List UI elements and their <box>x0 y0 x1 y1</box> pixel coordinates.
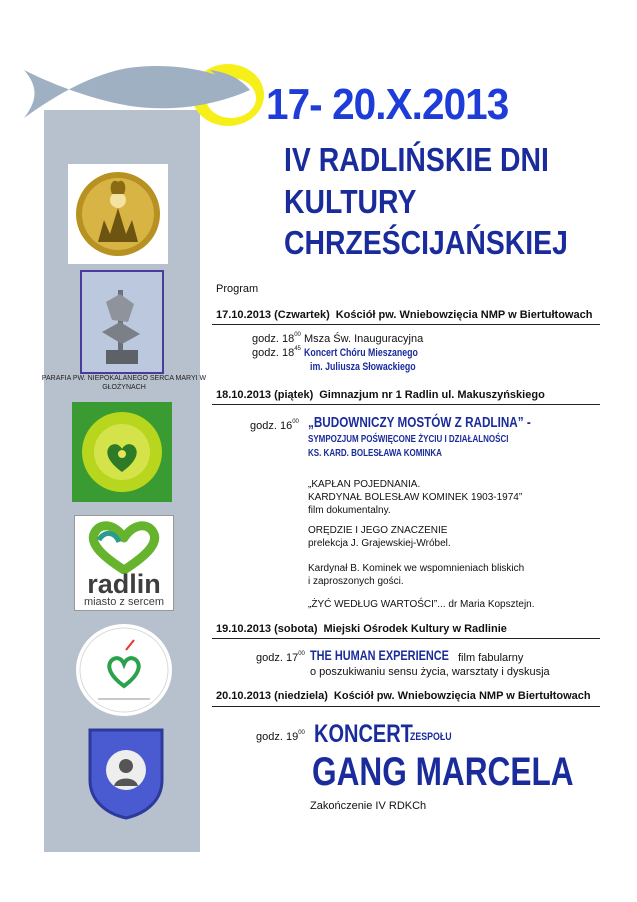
radlin-city-logo <box>74 515 174 611</box>
towarzystwo-logo <box>72 402 172 502</box>
item-2-4: „ŻYĆ WEDŁUG WARTOŚCI”... dr Maria Kopsztejn. <box>308 599 535 610</box>
title-line-3: CHRZEŚCIJAŃSKIEJ <box>284 224 568 261</box>
event-3-desc: film fabularny <box>458 652 524 664</box>
culture-center-logo <box>76 624 172 716</box>
event-2-time: godz. $16^{00}$ <box>250 419 299 432</box>
day-4-date: 20.10.2013 (niedziela) <box>216 690 328 702</box>
event-2-sub-2: KS. KARD. BOLESŁAWA KOMINKA <box>308 448 442 459</box>
day-4-place: Kościół pw. Wniebowzięcia NMP w Biertułtowach <box>333 690 591 702</box>
parish-seal-logo <box>68 164 168 264</box>
statue-photo <box>80 270 164 374</box>
radlin-tagline: miasto z sercem <box>83 596 165 608</box>
closing-note: Zakończenie IV RDKCh <box>310 800 427 812</box>
day-4-heading <box>216 690 591 702</box>
divider <box>212 706 600 707</box>
event-4-headline: KONCERT <box>314 720 413 748</box>
day-2-date: 18.10.2013 (piątek) <box>216 389 314 401</box>
divider <box>212 638 600 639</box>
day-1-heading <box>216 309 592 321</box>
item-2-1: „KAPŁAN POJEDNANIA. KARDYNAŁ BOLESŁAW KOMINEK 1903-1974” film dokumentalny. <box>308 479 523 516</box>
title-line-1: IV RADLIŃSKIE DNI <box>284 141 549 178</box>
band-name: GANG MARCELA <box>312 750 574 794</box>
event-4-headline-small: ZESPOŁU <box>410 731 452 743</box>
day-3-place: Miejski Ośrodek Kultury w Radlinie <box>323 623 507 635</box>
gimnazjum-crest-logo <box>86 724 166 820</box>
day-1-date: 17.10.2013 (Czwartek) <box>216 309 330 321</box>
divider <box>212 404 600 405</box>
event-2-sub-1: SYMPOZJUM POŚWIĘCONE ŻYCIU I DZIAŁALNOŚCI <box>308 434 509 445</box>
item-2-3: Kardynał B. Kominek we wspomnieniach bliskich i zaproszonych gości. <box>308 563 525 587</box>
event-3-time: godz. $17^{00}$ <box>256 651 305 664</box>
program-label: Program <box>216 283 259 295</box>
day-3-heading <box>216 623 507 635</box>
event-2-headline: „BUDOWNICZY MOSTÓW Z RADLINA” - <box>308 414 531 431</box>
item-2-2: ORĘDZIE I JEGO ZNACZENIE prelekcja J. Grajewskiej-Wróbel. <box>308 525 451 549</box>
day-2-heading <box>216 389 545 401</box>
ichthys-fish-icon <box>0 0 290 150</box>
parish-caption: PARAFIA PW. NIEPOKALANEGO SERCA MARYI W GŁOŻYNACH <box>41 375 207 391</box>
divider <box>212 324 600 325</box>
event-1-2-cont: im. Juliusza Słowackiego <box>310 361 416 373</box>
day-3-date: 19.10.2013 (sobota) <box>216 623 318 635</box>
event-dates: 17- 20.X.2013 <box>266 80 509 129</box>
event-3-headline: THE HUMAN EXPERIENCE <box>310 647 449 663</box>
title-line-2: KULTURY <box>284 183 417 220</box>
day-2-place: Gimnazjum nr 1 Radlin ul. Makuszyńskiego <box>319 389 545 401</box>
event-4-time: godz. $19^{00}$ <box>256 730 305 743</box>
radlin-wordmark: radlin <box>87 569 161 599</box>
event-1-2: godz. $18^{45}$ Koncert Chóru Mieszanego <box>252 346 418 359</box>
event-1-1: godz. $18^{00}$ Msza Św. Inauguracyjna <box>252 332 424 345</box>
day-1-place: Kościół pw. Wniebowzięcia NMP w Biertułtowach <box>335 309 593 321</box>
event-3-desc-2: o poszukiwaniu sensu życia, warsztaty i dyskusja <box>310 666 550 678</box>
